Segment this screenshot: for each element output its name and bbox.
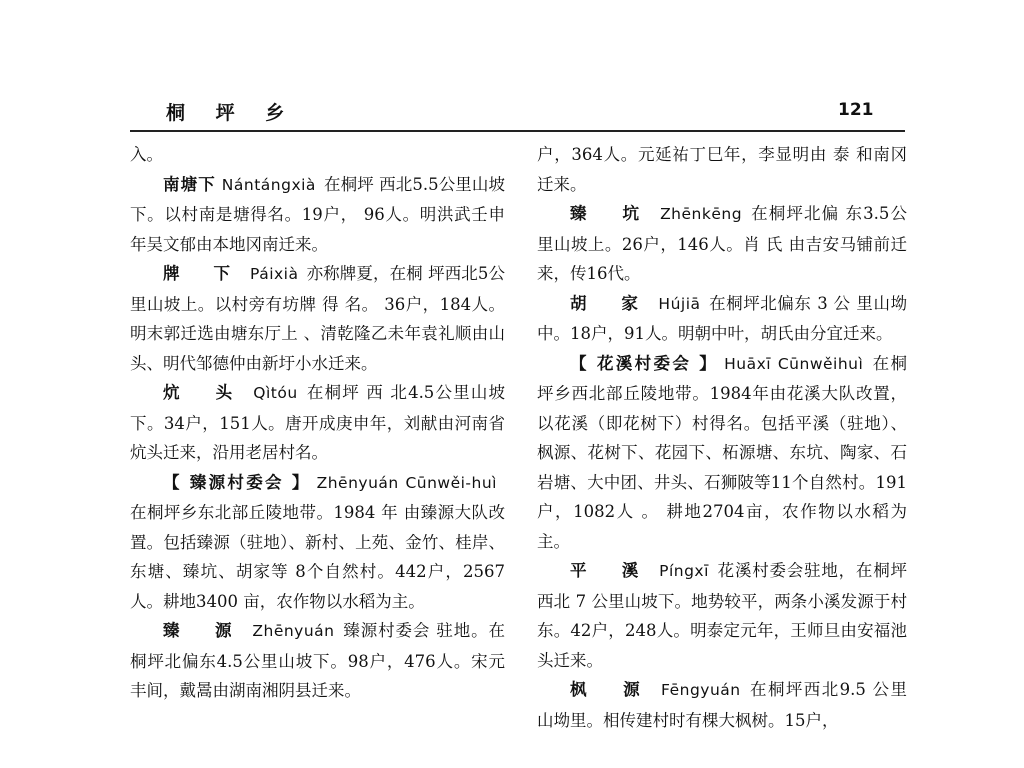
entry-text: 花溪村委会驻地，在桐坪西北 7 公里山坡下。地势较平，两条小溪发源于村东。42户，248人。明泰定元年，王师旦由安福池头迁来。 — [537, 561, 907, 670]
gazetteer-entry — [130, 468, 505, 617]
running-header-title: 桐 坪 乡 — [166, 102, 297, 124]
entry-name: 牌 下 — [163, 264, 245, 283]
entry-text: 亦称牌夏，在桐 坪西北5公里山坡上。以村旁有坊牌 得 名。 36户，184人。明末郭迁选由塘东厅上 、清乾隆乙未年袁礼顺由山头、明代邹德仲由新圩小水迁来。 — [130, 264, 505, 373]
entry-name: 南塘下 — [163, 174, 216, 194]
left-column — [130, 140, 505, 768]
gazetteer-entry — [537, 289, 907, 349]
entry-pinyin: Hújiā — [658, 294, 701, 313]
entry-text: 在桐坪 西 北4.5公里山坡下。34户，151人。唐开成庚申年，刘献由河南省炕头迁来，沿用老居村名。 — [130, 383, 505, 462]
entry-text: 户，364人。元延祐丁巳年，李显明由 泰 和南冈迁来。 — [537, 145, 907, 194]
entry-pinyin: Píngxī — [659, 562, 709, 580]
gazetteer-entry — [130, 616, 505, 706]
entry-name: 平 溪 — [570, 561, 654, 580]
entry-pinyin: Páixià — [250, 265, 299, 283]
entry-text: 入。 — [130, 145, 163, 164]
entry-name: 臻 坑 — [570, 204, 655, 223]
entry-pinyin: Fēngyuán — [661, 681, 741, 699]
entry-pinyin: Zhēnkēng — [660, 205, 743, 223]
entry-pinyin: Zhēnyuán — [252, 622, 335, 640]
entry-pinyin: Zhēnyuán Cūnwěi-huì — [316, 473, 497, 492]
entry-text: 在桐坪 西北5.5公里山坡下。以村南是塘得名。19户， 96人。明洪武壬申年吴文郁由本地冈南迁来。 — [130, 174, 505, 254]
right-column — [537, 140, 907, 768]
entry-text: 在桐坪西北9.5 公里山坳里。相传建村时有棵大枫树。15户， — [537, 680, 907, 730]
gazetteer-entry — [537, 199, 907, 289]
gazetteer-entry — [130, 378, 505, 468]
entry-name: 【 臻源村委会 】 — [163, 472, 311, 492]
page-number: 121 — [838, 100, 874, 120]
entry-name: 【 花溪村委会 】 — [570, 353, 719, 373]
entry-name: 枫 源 — [570, 680, 656, 699]
gazetteer-entry — [537, 556, 907, 675]
continued-paragraph — [130, 140, 505, 170]
gazetteer-entry — [537, 675, 907, 735]
entry-text: 在桐坪北偏东 3 公 里山坳中。18户，91人。明朝中叶，胡氏由分宜迁来。 — [537, 293, 907, 343]
entry-name: 臻 源 — [163, 621, 247, 640]
gazetteer-entry — [537, 349, 907, 557]
entry-name: 胡 家 — [570, 293, 653, 313]
entry-name: 炕 头 — [163, 383, 248, 402]
gazetteer-entry — [130, 170, 505, 260]
header-rule — [130, 130, 905, 132]
continued-paragraph — [537, 140, 907, 199]
entry-text: 在桐坪北偏 东3.5公里山坡上。26户，146人。肖 氏 由吉安马铺前迁来，传16代。 — [537, 204, 907, 283]
entry-text: 在桐坪乡西北部丘陵地带。1984年由花溪大队改置，以花溪（即花树下）村得名。包括平溪（驻地）、枫源、花树下、花园下、柘源塘、东坑、陶家、石岩塘、大中团、井头、石狮陂等11个自然村。191户，1082人 。 耕地2704亩，农作物以水稻为主。 — [537, 353, 907, 551]
entry-pinyin: Qìtóu — [253, 384, 298, 402]
entry-text: 臻源村委会 驻地。在桐坪北偏东4.5公里山坡下。98户，476人。宋元丰间，戴暠由湖南湘阴县迁来。 — [130, 621, 505, 700]
entry-pinyin: Nántángxià — [221, 175, 316, 194]
gazetteer-entry — [130, 259, 505, 378]
entry-pinyin: Huāxī Cūnwěihuì — [724, 354, 864, 373]
entry-text: 在桐坪乡东北部丘陵地带。1984 年 由臻源大队改置。包括臻源（驻地）、新村、上苑、金竹、桂岸、东塘、臻坑、胡家等 8个自然村。442户，2567人。耕地3400 亩，农作物以水稻为主。 — [130, 503, 505, 611]
